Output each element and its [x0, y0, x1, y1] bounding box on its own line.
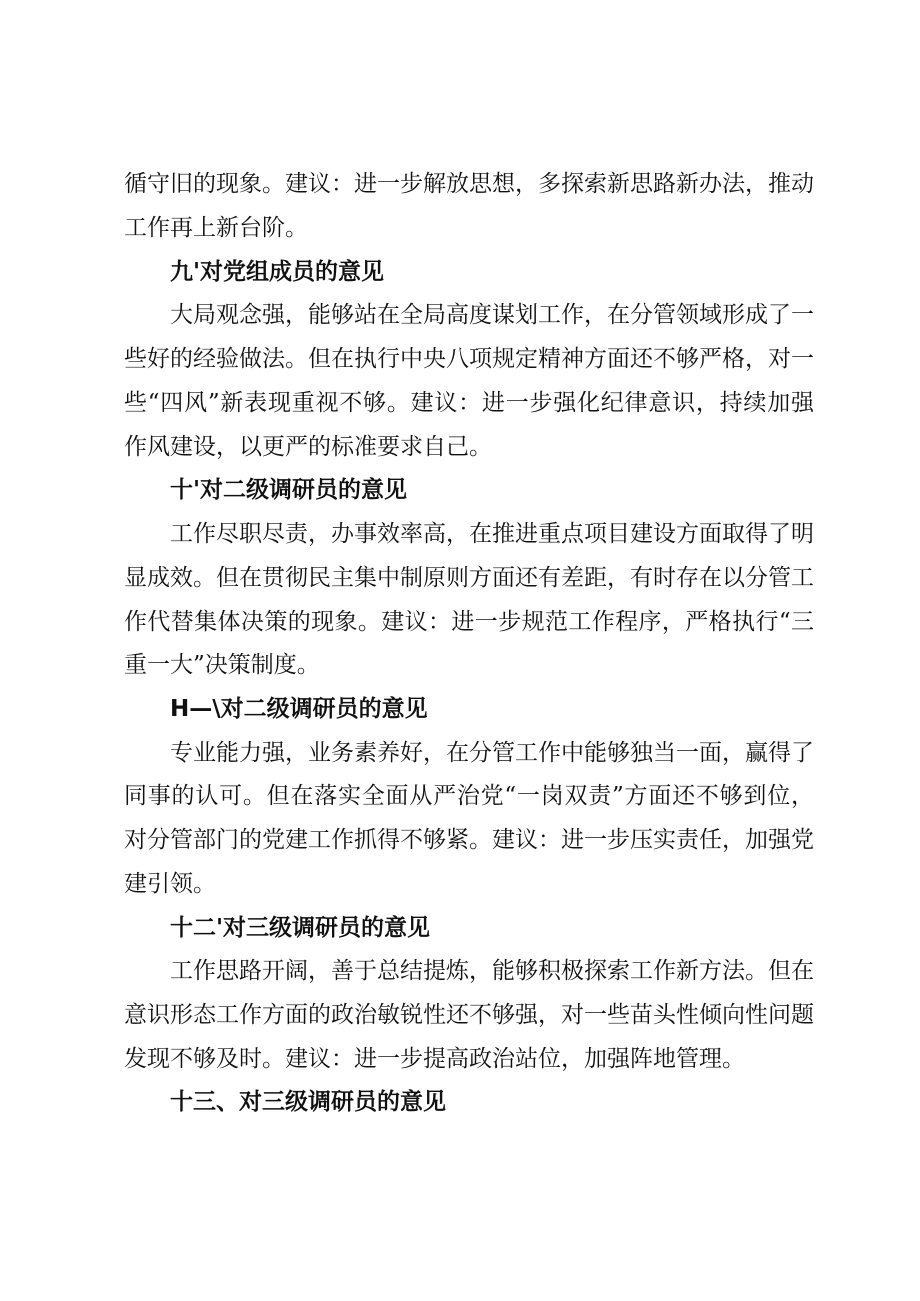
section-heading: 九'对党组成员的意见	[170, 259, 385, 285]
paragraph-line: 大局观念强，能够站在全局高度谋划工作，在分管领域形成了一	[170, 302, 814, 328]
section-heading: 十二'对三级调研员的意见	[170, 915, 431, 941]
paragraph-line: 意识形态工作方面的政治敏锐性还不够强，对一些苗头性倾向性问题	[124, 1002, 814, 1028]
paragraph-line: 作代替集体决策的现象。建议：进一步规范工作程序，严格执行“三	[124, 609, 814, 635]
paragraph-line: 循守旧的现象。建议：进一步解放思想，多探索新思路新办法，推动	[124, 171, 814, 197]
section-heading: 十三、对三级调研员的意见	[170, 1089, 446, 1115]
paragraph-line: 工作思路开阔，善于总结提炼，能够积极探索工作新方法。但在	[170, 958, 814, 984]
paragraph-line: 些好的经验做法。但在执行中央八项规定精神方面还不够严格，对一	[124, 346, 814, 372]
paragraph-line: 显成效。但在贯彻民主集中制原则方面还有差距，有时存在以分管工	[124, 565, 814, 591]
paragraph-line: 工作尽职尽责，办事效率高，在推进重点项目建设方面取得了明	[170, 521, 814, 547]
paragraph-line: 专业能力强，业务素养好，在分管工作中能够独当一面，赢得了	[170, 740, 814, 766]
section-heading: 十'对二级调研员的意见	[170, 477, 408, 503]
section-heading: H—\对二级调研员的意见	[170, 696, 428, 722]
paragraph-line: 工作再上新台阶。	[124, 215, 308, 241]
paragraph-line: 作风建设，以更严的标准要求自己。	[124, 434, 492, 460]
paragraph-line: 对分管部门的党建工作抓得不够紧。建议：进一步压实责任，加强党	[124, 827, 814, 853]
paragraph-line: 些“四风”新表现重视不够。建议：进一步强化纪律意识，持续加强	[124, 390, 814, 416]
paragraph-line: 重一大”决策制度。	[124, 652, 320, 678]
paragraph-line: 建引领。	[124, 871, 216, 897]
paragraph-line: 同事的认可。但在落实全面从严治党“一岗双责”方面还不够到位，	[124, 783, 814, 809]
paragraph-line: 发现不够及时。建议：进一步提高政治站位，加强阵地管理。	[124, 1046, 745, 1072]
